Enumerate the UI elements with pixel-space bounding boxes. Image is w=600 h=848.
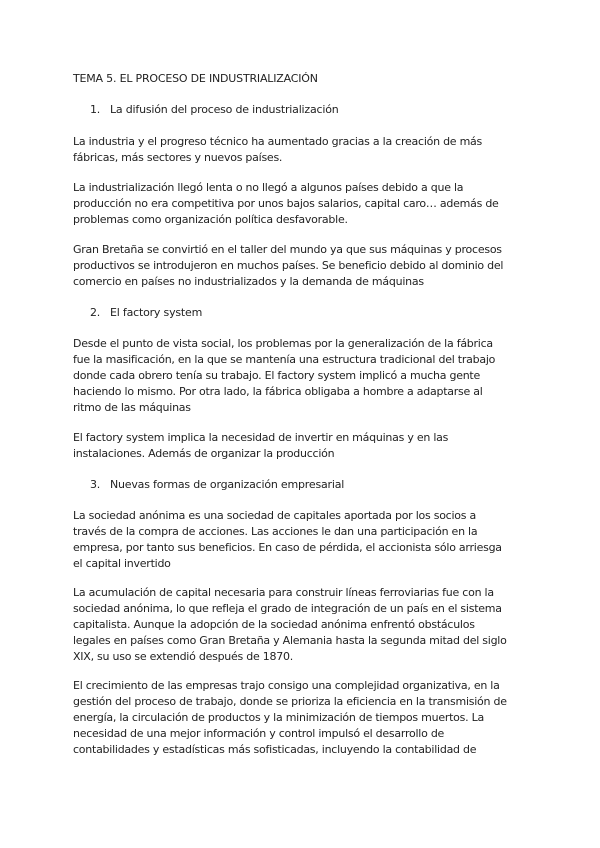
text-line: fue la masificación, en la que se mantenía una estructura tradicional del trabajo xyxy=(73,353,496,366)
text-line: La industrialización llegó lenta o no llegó a algunos países debido a que la xyxy=(73,181,464,194)
paragraph xyxy=(73,242,503,290)
text-line: ritmo de las máquinas xyxy=(73,401,191,414)
text-line: La industria y el progreso técnico ha aumentado gracias a la creación de más xyxy=(73,135,483,148)
text-line: productivos se introdujeron en muchos países. Se beneficio debido al dominio del xyxy=(73,259,504,272)
text-line: contabilidades y estadísticas más sofisticadas, incluyendo la contabilidad de xyxy=(73,743,477,756)
paragraph xyxy=(73,585,507,665)
text-line: comercio en países no industrializados y la demanda de máquinas xyxy=(73,275,424,288)
text-line: XIX, su uso se extendió después de 1870. xyxy=(73,650,294,663)
text-line: capitalista. Aunque la adopción de la sociedad anónima enfrentó obstáculos xyxy=(73,618,475,631)
section-number: 1. xyxy=(90,103,101,116)
section-title: Nuevas formas de organización empresarial xyxy=(110,478,345,491)
text-line: producción no era competitiva por unos bajos salarios, capital caro… además de xyxy=(73,197,499,210)
text-line: sociedad anónima, lo que refleja el grado de integración de un país en el sistema xyxy=(73,602,502,615)
text-line: instalaciones. Además de organizar la producción xyxy=(73,447,335,460)
paragraph xyxy=(73,180,499,228)
text-line: El factory system implica la necesidad de invertir en máquinas y en las xyxy=(73,431,449,444)
section-number: 3. xyxy=(90,478,101,491)
text-line: Gran Bretaña se convirtió en el taller del mundo ya que sus máquinas y procesos xyxy=(73,243,502,256)
text-line: empresa, por tanto sus beneficios. En caso de pérdida, el accionista sólo arriesga xyxy=(73,541,502,554)
text-line: haciendo lo mismo. Por otra lado, la fábrica obligaba a hombre a adaptarse al xyxy=(73,385,483,398)
section-number: 2. xyxy=(90,306,101,319)
text-line: energía, la circulación de productos y la minimización de tiempos muertos. La xyxy=(73,711,485,724)
section-heading-3 xyxy=(90,478,344,491)
document-title: TEMA 5. EL PROCESO DE INDUSTRIALIZACIÓN xyxy=(73,72,318,85)
section-title: El factory system xyxy=(110,306,203,319)
section-heading-1 xyxy=(90,103,339,116)
text-line: problemas como organización política desfavorable. xyxy=(73,213,348,226)
paragraph xyxy=(73,678,507,758)
text-line: La sociedad anónima es una sociedad de capitales aportada por los socios a xyxy=(73,509,476,522)
text-line: donde cada obrero tenía su trabajo. El factory system implicó a mucha gente xyxy=(73,369,481,382)
paragraph xyxy=(73,430,448,462)
paragraph xyxy=(73,508,502,572)
paragraph xyxy=(73,336,495,416)
text-line: legales en países como Gran Bretaña y Alemania hasta la segunda mitad del siglo xyxy=(73,634,507,647)
text-line: La acumulación de capital necesaria para construir líneas ferroviarias fue con la xyxy=(73,586,494,599)
text-line: necesidad de una mejor información y control impulsó el desarrollo de xyxy=(73,727,445,740)
text-line: través de la compra de acciones. Las acciones le dan una participación en la xyxy=(73,525,478,538)
text-line: El crecimiento de las empresas trajo consigo una complejidad organizativa, en la xyxy=(73,679,500,692)
section-title: La difusión del proceso de industrialización xyxy=(110,103,339,116)
text-line: Desde el punto de vista social, los problemas por la generalización de la fábrica xyxy=(73,337,493,350)
section-heading-2 xyxy=(90,306,202,319)
paragraph xyxy=(73,134,482,166)
text-line: fábricas, más sectores y nuevos países. xyxy=(73,151,283,164)
text-line: el capital invertido xyxy=(73,557,171,570)
text-line: gestión del proceso de trabajo, donde se prioriza la eficiencia en la transmisión de xyxy=(73,695,507,708)
